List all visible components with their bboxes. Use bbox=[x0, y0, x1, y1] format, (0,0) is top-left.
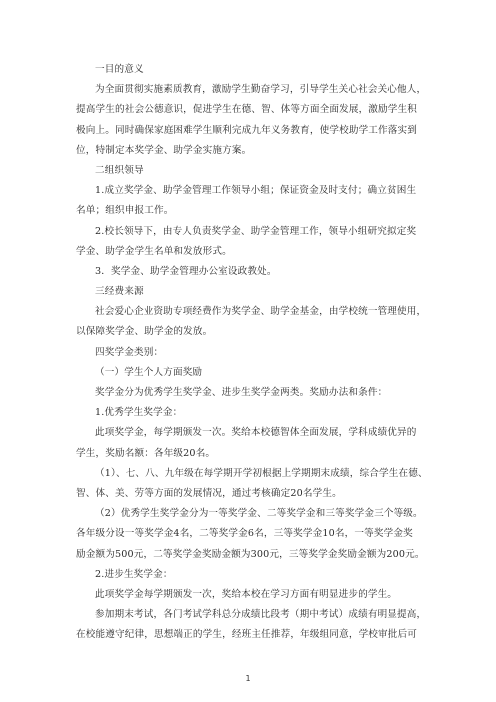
page-number: 1 bbox=[245, 674, 251, 683]
text-line: 1.优秀学生奖学金： bbox=[95, 407, 183, 419]
text-line: 参加期末考试，各门考试学科总分成绩比段考（期中考试）成绩有明显提高， bbox=[95, 609, 427, 621]
text-line: 1.成立奖学金、助学金管理工作领导小组；保证资金及时支付；确立贫困生 bbox=[95, 185, 417, 197]
text-line: 二组织领导 bbox=[95, 164, 144, 176]
text-line: 各年级分设一等奖学金4名，二等奖学金6名，三等奖学金10名，一等奖学金奖 bbox=[76, 528, 413, 540]
text-line: 学金、助学金学生名单和发放形式。 bbox=[76, 245, 232, 257]
text-line: 位，特制定本奖学金、助学金实施方案。 bbox=[76, 144, 252, 156]
text-line: 名单；组织申报工作。 bbox=[76, 205, 174, 217]
text-line: 2.进步生奖学金： bbox=[95, 568, 173, 580]
text-line: （2）优秀学生奖学金分为一等奖学金、二等奖学金和三等奖学金三个等级。 bbox=[95, 508, 423, 520]
text-line: 为全面贯彻实施素质教育，激励学生勤奋学习，引导学生关心社会关心他人， bbox=[95, 84, 427, 96]
text-line: 2.校长领导下，由专人负责奖学金、助学金管理工作，领导小组研究拟定奖 bbox=[95, 225, 417, 237]
text-line: 此项奖学金，每学期颁发一次。奖给本校德智体全面发展，学科成绩优异的 bbox=[95, 427, 417, 439]
text-line: （1）、七、八、九年级在每学期开学初根据上学期期末成绩，综合学生在德、 bbox=[95, 467, 428, 479]
text-line: 学生，奖励名额：各年级20名。 bbox=[76, 447, 216, 459]
text-line: 三经费来源 bbox=[95, 286, 144, 298]
text-line: 四奖学金类别： bbox=[95, 346, 164, 358]
text-line: 极向上。同时确保家庭困难学生顺利完成九年义务教育，使学校助学工作落实到 bbox=[76, 124, 418, 136]
document-body bbox=[76, 60, 426, 645]
text-line: 在校能遵守纪律，思想端正的学生，经班主任推荐，年级组同意，学校审批后可 bbox=[76, 629, 418, 641]
text-line: 3．奖学金、助学金管理办公室设政教处。 bbox=[95, 265, 277, 277]
text-line: 智、体、美、劳等方面的发展情况，通过考核确定20名学生。 bbox=[76, 487, 342, 499]
text-line: 一目的意义 bbox=[95, 64, 144, 75]
text-line: 奖学金分为优秀学生奖学金、进步生奖学金两类。奖励办法和条件： bbox=[95, 387, 388, 398]
text-line: 社会爱心企业资助专项经费作为奖学金、助学金基金，由学校统一管理使用， bbox=[95, 306, 427, 318]
text-line: 励金额为500元，二等奖学金奖励金额为300元，三等奖学金奖励金额为200元。 bbox=[76, 548, 425, 560]
text-line: 此项奖学金每学期颁发一次，奖给本校在学习方面有明显进步的学生。 bbox=[95, 588, 398, 600]
text-line: 提高学生的社会公德意识，促进学生在德、智、体等方面全面发展，激励学生积 bbox=[76, 104, 418, 116]
text-line: （一）学生个人方面奖励 bbox=[95, 366, 203, 378]
text-line: 以保障奖学金、助学金的发放。 bbox=[76, 326, 213, 338]
